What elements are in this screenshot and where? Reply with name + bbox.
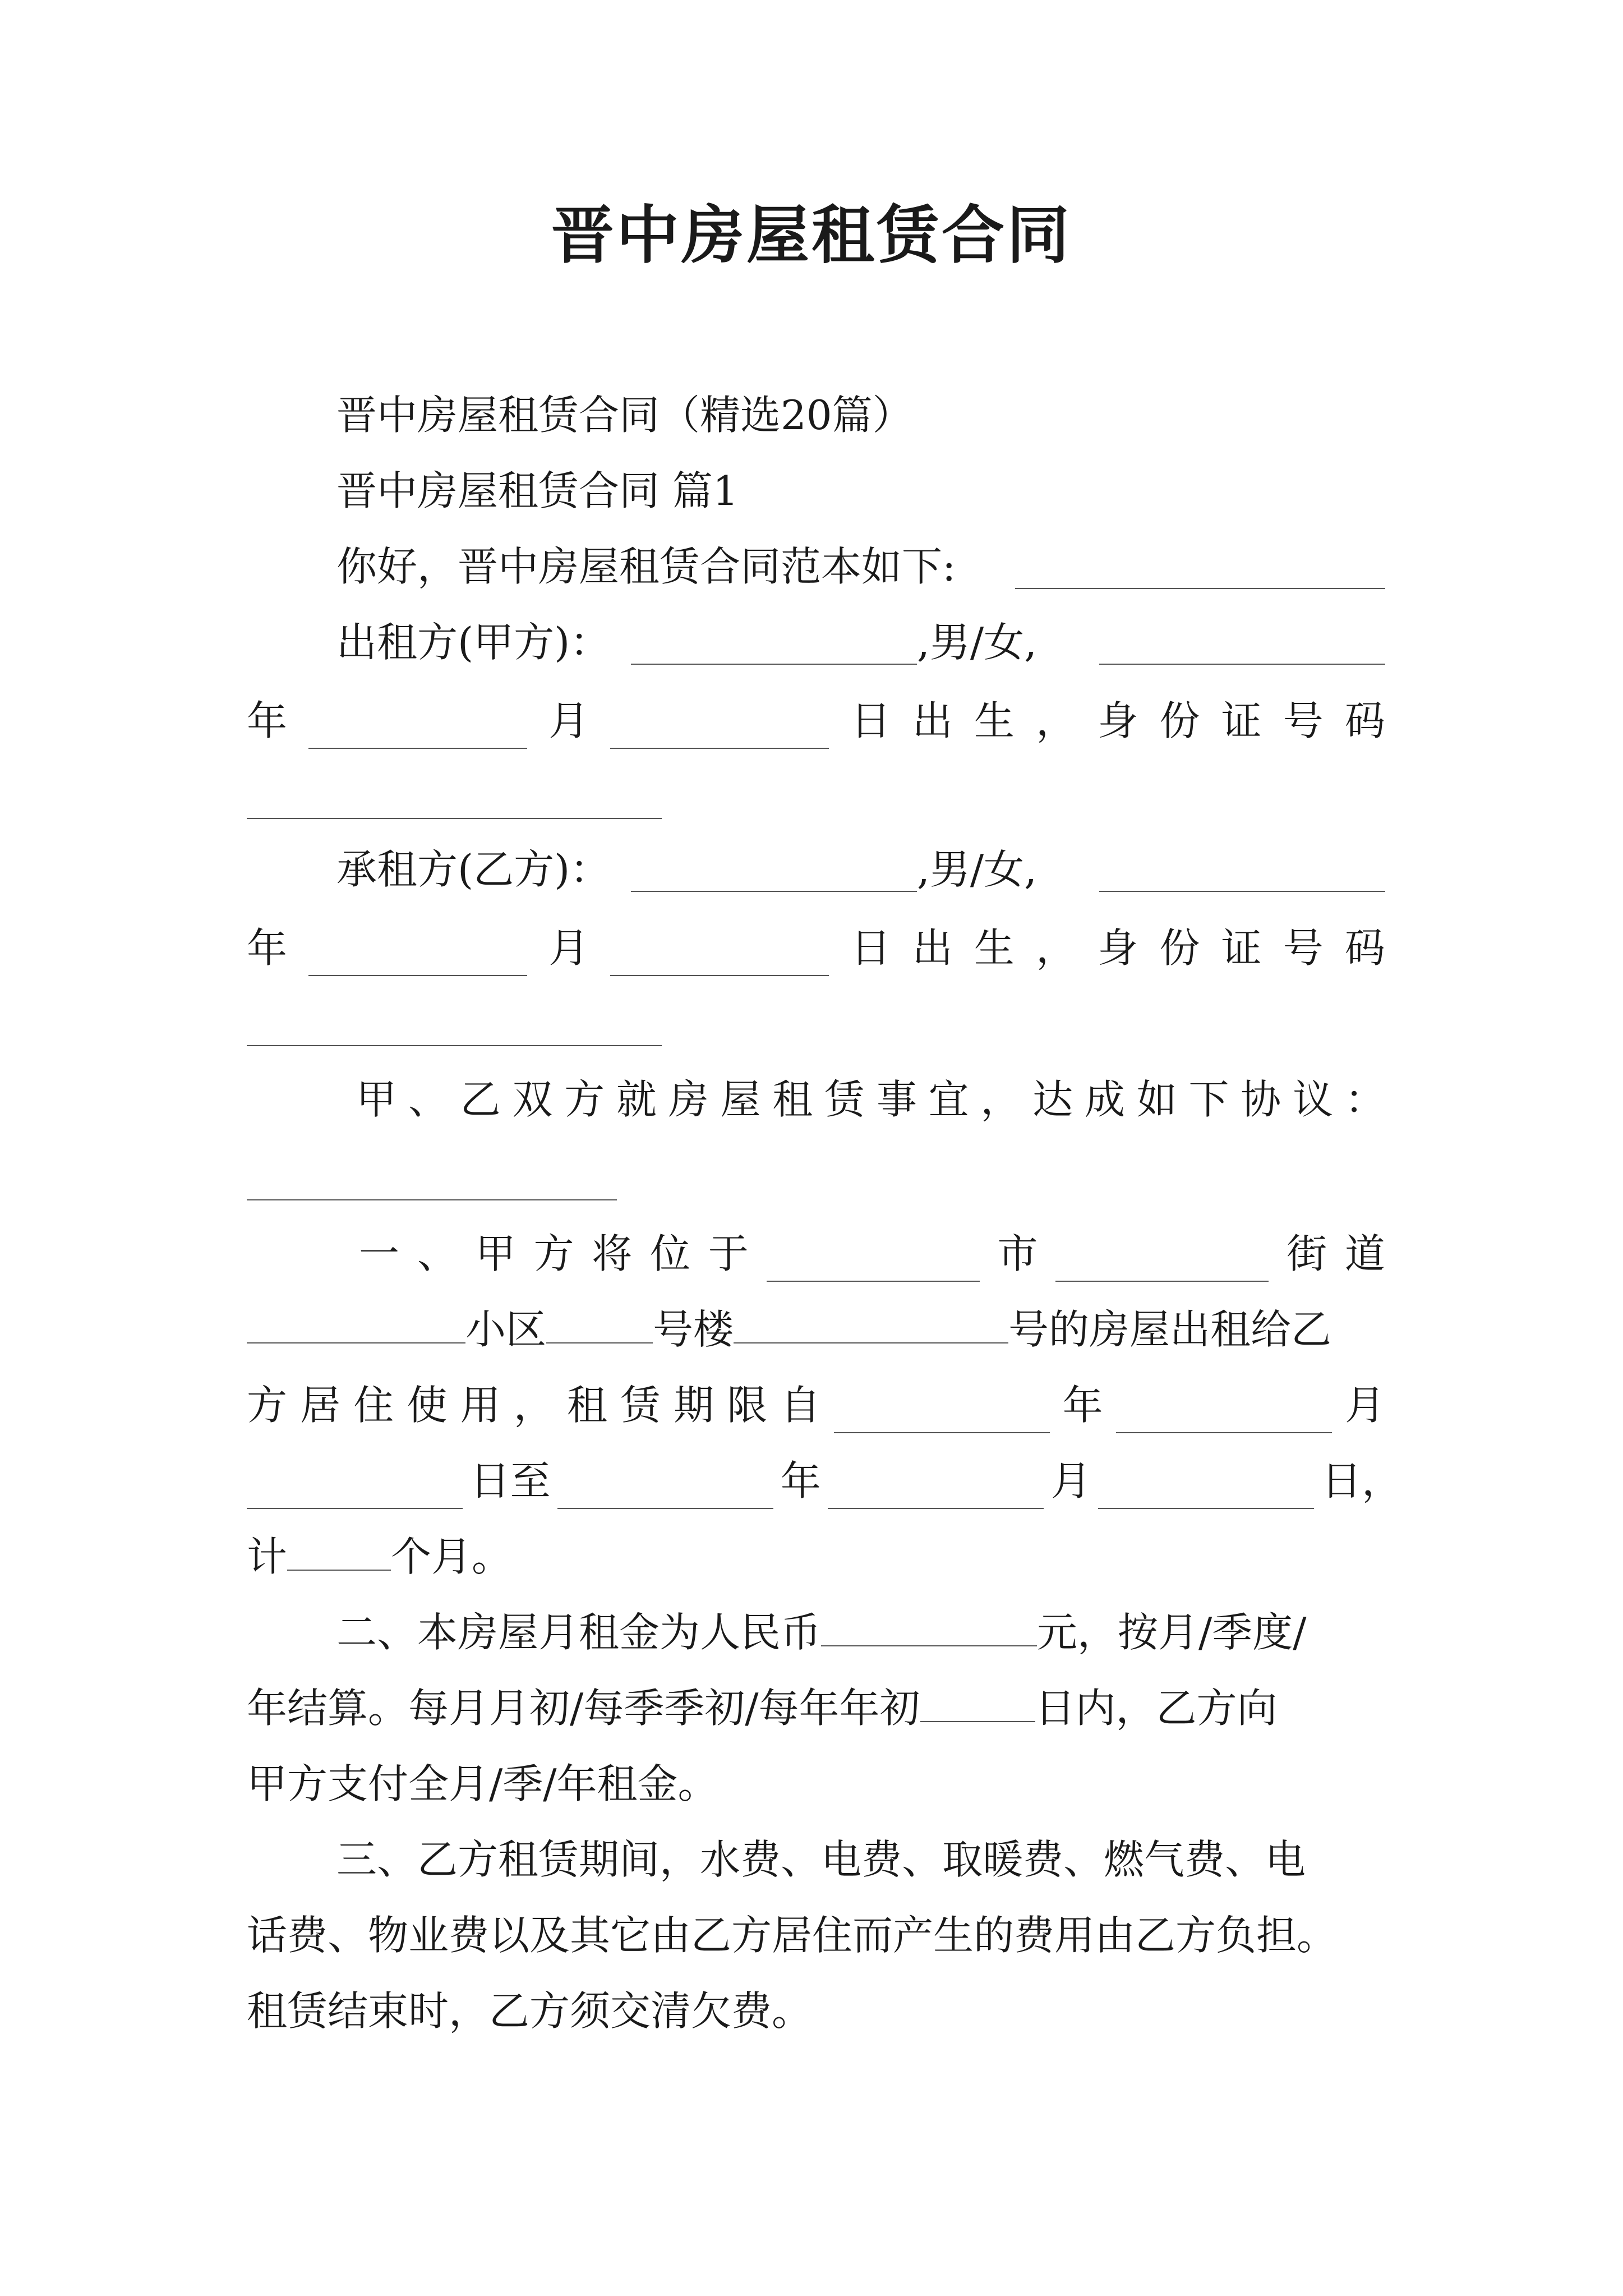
agreement-intro [356, 1071, 1385, 1128]
blank [308, 715, 527, 749]
subtitle: 晋中房屋租赁合同（精选20篇） [336, 392, 913, 439]
lessor-line [336, 614, 1385, 670]
char: 下 [1188, 1076, 1229, 1123]
char: 甲 [475, 1230, 516, 1277]
char: 位 [650, 1230, 691, 1277]
clause1-line1 [359, 1226, 1385, 1282]
clause1-line2 [247, 1301, 1385, 1358]
char: 份 [1159, 924, 1200, 972]
char: 份 [1159, 697, 1200, 744]
clause2-text: 元，按月/季度/ [1037, 1609, 1307, 1656]
greeting-line [336, 539, 1385, 595]
char: 、 [417, 1230, 458, 1277]
char: ， [513, 1382, 554, 1429]
char: 出 [912, 924, 953, 972]
lessee-birth-line [247, 920, 1385, 976]
blank [828, 1475, 1044, 1509]
blank [308, 942, 527, 976]
clause2-line3: 甲方支付全月/季/年租金。 [247, 1760, 718, 1807]
char: 方 [247, 1382, 288, 1429]
char: 使 [407, 1382, 448, 1429]
char: ， [980, 1076, 1021, 1123]
char: 就 [616, 1076, 657, 1123]
year-label: 年 [780, 1457, 821, 1504]
char: 屋 [720, 1076, 761, 1123]
blank [920, 1688, 1035, 1722]
clause3-line3: 租赁结束时，乙方须交清欠费。 [247, 1987, 813, 2035]
month-label: 月 [1050, 1457, 1091, 1504]
blank [247, 1310, 465, 1343]
char: 出 [912, 697, 953, 744]
clause1-line3 [247, 1377, 1385, 1433]
char: 身 [1098, 697, 1138, 744]
char: 议 [1293, 1076, 1334, 1123]
document-title: 晋中房屋租赁合同 [551, 199, 1072, 272]
lessor-gender-blank [1099, 664, 1385, 665]
char: ， [1036, 924, 1077, 972]
char: 双 [512, 1076, 553, 1123]
year-label: 年 [1062, 1382, 1103, 1429]
total-label: 计 [247, 1533, 288, 1580]
char: 、 [408, 1076, 449, 1123]
char: 甲 [356, 1076, 397, 1123]
clause3-line1: 三、乙方租赁期间，水费、电费、取暖费、燃气费、电 [336, 1836, 1306, 1883]
blank [247, 1475, 463, 1509]
char: 期 [674, 1382, 714, 1429]
agreement-blank [247, 1199, 617, 1200]
char: 身 [1098, 924, 1138, 972]
char: 用 [460, 1382, 501, 1429]
lessor-birth-line [247, 693, 1385, 749]
blank [610, 715, 829, 749]
blank [546, 1310, 653, 1343]
char: 事 [876, 1076, 917, 1123]
lessee-name-blank [631, 891, 917, 892]
clause3-line2: 话费、物业费以及其它由乙方居住而产生的费用由乙方负担。 [247, 1912, 1338, 1959]
char: 日 [850, 924, 891, 972]
char: 日 [850, 697, 891, 744]
char: 限 [727, 1382, 768, 1429]
lessee-line [336, 841, 1385, 898]
month-label: 月 [548, 924, 589, 972]
char: 于 [708, 1230, 749, 1277]
char: 赁 [620, 1382, 661, 1429]
section-heading: 晋中房屋租赁合同 篇1 [336, 467, 739, 514]
char: 证 [1221, 924, 1262, 972]
char: ， [1036, 697, 1077, 744]
char: 如 [1136, 1076, 1177, 1123]
char: 方 [533, 1230, 574, 1277]
day-end-label: 日， [1321, 1457, 1402, 1504]
greeting-text: 你好，晋中房屋租赁合同范本如下: [336, 543, 956, 590]
char: 达 [1032, 1076, 1073, 1123]
char: 号 [1283, 924, 1324, 972]
blank [767, 1248, 980, 1282]
char: 住 [353, 1382, 394, 1429]
char: 将 [592, 1230, 633, 1277]
char: 街 [1287, 1230, 1327, 1277]
char: 居 [300, 1382, 341, 1429]
char: 生 [974, 924, 1015, 972]
month-label: 月 [548, 697, 589, 744]
blank [1116, 1400, 1332, 1433]
month-label: 月 [1344, 1382, 1385, 1429]
greeting-blank [1015, 588, 1385, 589]
blank [610, 942, 829, 976]
lessee-label: 承租方(乙方)： [336, 846, 611, 893]
char: 房 [668, 1076, 709, 1123]
lessee-gender: ,男/女, [917, 846, 1038, 893]
char: 证 [1221, 697, 1262, 744]
clause2-text: 年结算。每月月初/每季季初/每年年初 [247, 1685, 920, 1732]
lessor-label: 出租方(甲方)： [336, 619, 611, 666]
clause1-line5 [247, 1529, 1385, 1585]
char: 码 [1344, 697, 1385, 744]
house-text: 号的房屋出租给乙 [1008, 1306, 1332, 1353]
blank [557, 1475, 773, 1509]
community-label: 小区 [465, 1306, 547, 1353]
char: 方 [564, 1076, 605, 1123]
blank [821, 1613, 1037, 1646]
blank [1098, 1475, 1314, 1509]
clause2-text: 日内，乙方向 [1035, 1685, 1278, 1732]
clause2-text: 二、本房屋月租金为人民币 [336, 1609, 822, 1656]
year-label: 年 [247, 697, 288, 744]
char: 号 [1283, 697, 1324, 744]
char: 一 [359, 1230, 400, 1277]
blank [287, 1537, 391, 1571]
blank [834, 1400, 1050, 1433]
char: 赁 [824, 1076, 865, 1123]
char: 宜 [928, 1076, 969, 1123]
lessor-gender: ,男/女, [917, 619, 1038, 666]
lessor-id-blank [247, 818, 662, 819]
char: ： [1344, 1076, 1385, 1123]
lessee-gender-blank [1099, 891, 1385, 892]
city-label: 市 [997, 1230, 1038, 1277]
lessor-name-blank [631, 664, 917, 665]
clause2-line1 [336, 1604, 1385, 1660]
char: 租 [772, 1076, 813, 1123]
lessee-id-blank [247, 1045, 662, 1046]
blank [734, 1310, 1008, 1343]
char: 自 [780, 1382, 821, 1429]
char: 乙 [460, 1076, 501, 1123]
char: 协 [1241, 1076, 1281, 1123]
char: 生 [974, 697, 1015, 744]
char: 租 [566, 1382, 607, 1429]
day-to-label: 日至 [469, 1457, 551, 1504]
year-label: 年 [247, 924, 288, 972]
clause2-line2 [247, 1680, 1385, 1736]
blank [1055, 1248, 1269, 1282]
months-label: 个月。 [391, 1533, 513, 1580]
clause1-line4 [247, 1453, 1402, 1509]
char: 码 [1344, 924, 1385, 972]
building-label: 号楼 [653, 1306, 734, 1353]
char: 成 [1084, 1076, 1125, 1123]
char: 道 [1344, 1230, 1385, 1277]
